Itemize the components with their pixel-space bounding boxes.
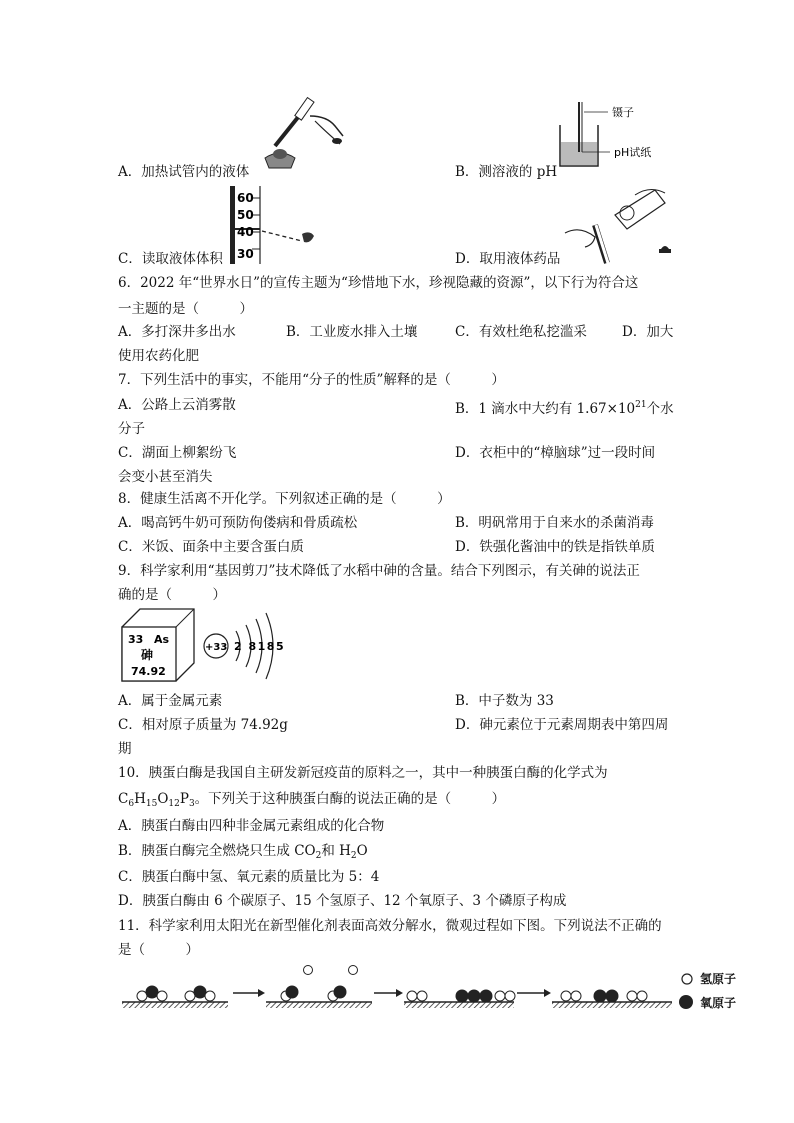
q8-option-c: C．米饭、面条中主要含蛋白质 bbox=[118, 539, 304, 555]
h2o-subscript: 2 bbox=[350, 851, 357, 861]
formula-h: H bbox=[134, 791, 146, 807]
q10-stem-line2-text: 。下列关于这种胰蛋白酶的说法正确的是（ ） bbox=[194, 791, 506, 807]
element-name: 砷 bbox=[141, 648, 154, 662]
arsenic-element-cell bbox=[118, 605, 198, 685]
q6-stem-line2: 一主题的是（ ） bbox=[118, 301, 253, 317]
hydrogen-atom-legend-label: 氢原子 bbox=[700, 972, 737, 986]
oxygen-atom-legend-label: 氧原子 bbox=[700, 996, 737, 1010]
q7-option-b-text: B．1 滴水中大约有 1.67×10 bbox=[455, 401, 636, 417]
q7-option-b bbox=[455, 396, 674, 418]
q5-option-c: C．读取液体体积 bbox=[118, 251, 223, 267]
q7-option-c: C．湖面上柳絮纷飞 bbox=[118, 445, 237, 461]
nucleus-charge: +33 bbox=[205, 642, 228, 653]
q5-option-b: B．测溶液的 pH bbox=[455, 164, 558, 180]
q6-option-a: A．多打深井多出水 bbox=[118, 324, 236, 340]
q9-stem-line2: 确的是（ ） bbox=[118, 587, 226, 603]
q11-stem-line2: 是（ ） bbox=[118, 942, 199, 958]
q9-option-b: B．中子数为 33 bbox=[455, 693, 554, 709]
cylinder-tick-40: 40 bbox=[237, 225, 254, 239]
co2-subscript: 2 bbox=[315, 851, 322, 861]
formula-p: P bbox=[179, 791, 189, 807]
q6-option-c: C．有效杜绝私挖滥采 bbox=[455, 324, 587, 340]
q7-option-b-exponent: 21 bbox=[635, 400, 647, 410]
heating-test-tube-figure bbox=[255, 96, 355, 176]
beaker-ph-figure bbox=[558, 100, 678, 170]
q7-option-d-continued: 会变小甚至消失 bbox=[118, 469, 213, 485]
oxygen-atom-legend-icon bbox=[678, 994, 694, 1010]
q8-stem: 8．健康生活离不开化学。下列叙述正确的是（ ） bbox=[118, 491, 451, 507]
formula-o: O bbox=[157, 791, 169, 807]
hydrogen-atom-legend-icon bbox=[680, 972, 694, 986]
q8-option-d: D．铁强化酱油中的铁是指铁单质 bbox=[455, 539, 655, 555]
q6-stem-line1: 6．2022 年“世界水日”的宣传主题为“珍惜地下水，珍视隐藏的资源”，以下行为符合这 bbox=[118, 275, 639, 291]
q7-stem: 7．下列生活中的事实，不能用“分子的性质”解释的是（ ） bbox=[118, 372, 505, 388]
formula-c-count: 6 bbox=[128, 799, 135, 809]
element-symbol: As bbox=[154, 633, 170, 646]
formula-c: C bbox=[118, 791, 129, 807]
q10-option-b-end: O bbox=[356, 843, 368, 859]
q10-option-a: A．胰蛋白酶由四种非金属元素组成的化合物 bbox=[118, 818, 385, 834]
q6-option-b: B．工业废水排入土壤 bbox=[286, 324, 418, 340]
atomic-mass: 74.92 bbox=[131, 665, 166, 678]
pouring-liquid-figure bbox=[565, 185, 675, 265]
q8-option-a: A．喝高钙牛奶可预防佝偻病和骨质疏松 bbox=[118, 515, 358, 531]
q7-option-b-continued: 分子 bbox=[118, 421, 145, 437]
electron-shells: 2 8185 bbox=[234, 640, 286, 653]
q9-option-c: C．相对原子质量为 74.92g bbox=[118, 717, 288, 733]
q7-option-a: A．公路上云消雾散 bbox=[118, 397, 236, 413]
q7-option-b-suffix: 个水 bbox=[646, 401, 674, 417]
q10-option-d: D．胰蛋白酶由 6 个碳原子、15 个氢原子、12 个氧原子、3 个磷原子构成 bbox=[118, 893, 567, 909]
formula-p-count: 3 bbox=[188, 799, 195, 809]
graduated-cylinder-figure bbox=[230, 186, 340, 264]
q9-option-d-continued: 期 bbox=[118, 741, 132, 757]
cylinder-tick-60: 60 bbox=[237, 191, 254, 205]
formula-o-count: 12 bbox=[168, 799, 180, 809]
q10-option-b bbox=[118, 842, 368, 865]
q6-option-d-continued: 使用农药化肥 bbox=[118, 348, 199, 364]
q5-option-a: A．加热试管内的液体 bbox=[118, 164, 250, 180]
q9-stem-line1: 9．科学家利用“基因剪刀”技术降低了水稻中砷的含量。结合下列图示，有关砷的说法正 bbox=[118, 563, 640, 579]
q10-stem-line1: 10．胰蛋白酶是我国自主研发新冠疫苗的原料之一，其中一种胰蛋白酶的化学式为 bbox=[118, 765, 608, 781]
q9-option-d: D．砷元素位于元素周期表中第四周 bbox=[455, 717, 669, 733]
q10-option-b-text: B．胰蛋白酶完全燃烧只生成 CO bbox=[118, 843, 316, 859]
q7-option-d: D．衣柜中的“樟脑球”过一段时间 bbox=[455, 445, 656, 461]
atomic-number: 33 bbox=[128, 633, 144, 646]
arsenic-atomic-structure bbox=[200, 605, 300, 685]
q6-option-d: D．加大 bbox=[622, 324, 674, 340]
q11-stem-line1: 11．科学家利用太阳光在新型催化剂表面高效分解水，微观过程如下图。下列说法不正确的 bbox=[118, 918, 662, 934]
q8-option-b: B．明矾常用于自来水的杀菌消毒 bbox=[455, 515, 654, 531]
water-decomposition-diagram bbox=[120, 960, 680, 1020]
tweezers-label: 镊子 bbox=[612, 106, 634, 119]
formula-h-count: 15 bbox=[145, 799, 158, 809]
q5-option-d: D．取用液体药品 bbox=[455, 251, 561, 267]
q10-option-b-mid: 和 H bbox=[321, 843, 351, 859]
q9-option-a: A．属于金属元素 bbox=[118, 693, 223, 709]
q10-stem-line2 bbox=[118, 790, 505, 813]
q10-option-c: C．胰蛋白酶中氢、氧元素的质量比为 5：4 bbox=[118, 869, 380, 885]
cylinder-tick-30: 30 bbox=[237, 247, 254, 261]
ph-paper-label: pH试纸 bbox=[614, 146, 652, 159]
cylinder-tick-50: 50 bbox=[237, 208, 254, 222]
